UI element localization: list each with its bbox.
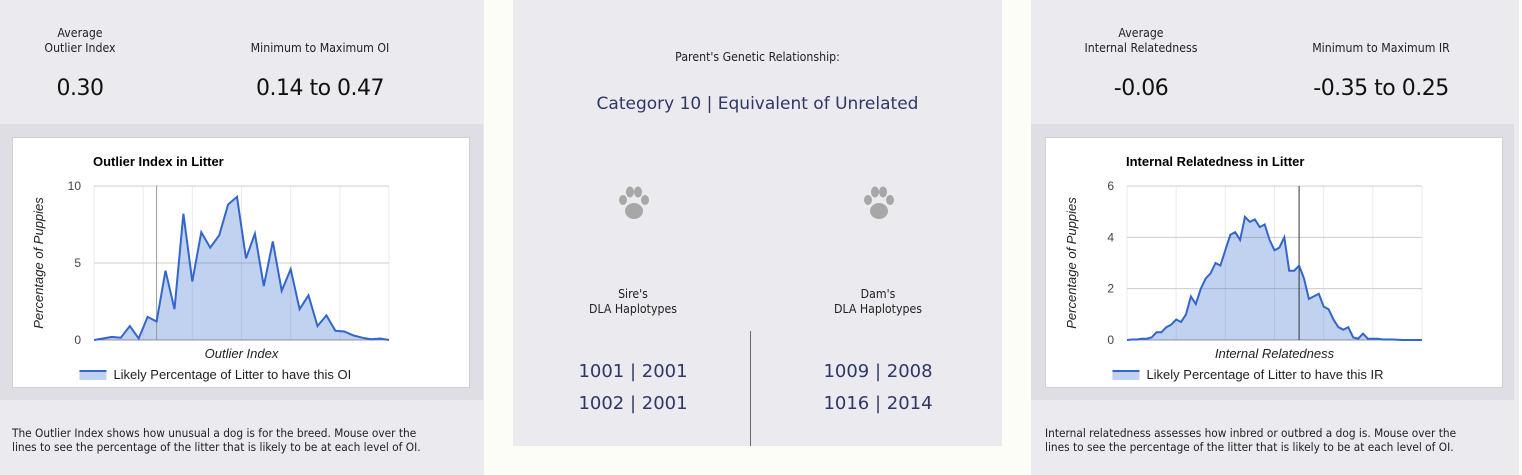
range-oi-label: Minimum to Maximum OI xyxy=(250,40,390,55)
legend-label: Likely Percentage of Litter to have this IR xyxy=(1146,367,1384,382)
legend-label: Likely Percentage of Litter to have this OI xyxy=(113,367,352,382)
paw-icon xyxy=(862,185,896,226)
range-oi-value: 0.14 to 0.47 xyxy=(255,76,385,101)
dam-haplotype: 1016 | 2014 xyxy=(823,393,933,414)
relationship-category: Category 10 | Equivalent of Unrelated xyxy=(596,94,919,114)
dam-haplotypes xyxy=(758,356,998,420)
paw-icon xyxy=(617,185,651,226)
y-tick-label: 5 xyxy=(74,256,81,270)
y-tick-label: 10 xyxy=(67,179,81,193)
sire-label: Sire's DLA Haplotypes xyxy=(589,286,677,316)
chart-title: Outlier Index in Litter xyxy=(93,154,224,169)
x-axis-label: Internal Relatedness xyxy=(1214,346,1335,361)
internal-relatedness-panel xyxy=(1031,0,1519,475)
chart-title: Internal Relatedness in Litter xyxy=(1126,154,1305,169)
oi-chart-svg[interactable] xyxy=(13,138,471,389)
range-ir-label: Minimum to Maximum IR xyxy=(1312,40,1450,55)
range-ir-value: -0.35 to 0.25 xyxy=(1313,76,1449,101)
y-tick-label: 0 xyxy=(1107,333,1114,347)
y-tick-label: 0 xyxy=(74,333,81,347)
ir-chart-svg[interactable] xyxy=(1046,138,1504,389)
avg-ir-label: Average Internal Relatedness xyxy=(1084,25,1198,55)
dam-label: Dam's DLA Haplotypes xyxy=(834,286,922,316)
outlier-index-panel xyxy=(0,0,484,475)
ir-description: Internal relatedness assesses how inbred or outbred a dog is. Mouse over the lines to see the percentage of the litter that is likely to be at each level of OI. xyxy=(1045,426,1457,454)
dam-haplotype: 1009 | 2008 xyxy=(823,361,933,382)
oi-chart[interactable] xyxy=(12,137,470,388)
y-axis-label: Percentage of Puppies xyxy=(31,197,46,329)
avg-oi-label: Average Outlier Index xyxy=(44,25,116,55)
ir-chart[interactable] xyxy=(1045,137,1503,388)
y-tick-label: 2 xyxy=(1107,281,1114,296)
avg-ir-value: -0.06 xyxy=(1113,76,1169,101)
y-axis-label: Percentage of Puppies xyxy=(1064,197,1079,329)
y-tick-label: 6 xyxy=(1107,179,1114,193)
sire-haplotype: 1002 | 2001 xyxy=(578,393,688,414)
sire-haplotypes xyxy=(513,356,753,420)
sire-haplotype: 1001 | 2001 xyxy=(578,361,688,382)
relationship-label: Parent's Genetic Relationship: xyxy=(675,49,840,64)
oi-description: The Outlier Index shows how unusual a dog is for the breed. Mouse over the lines to see the percentage of the litter that is likely to be at each level of OI. xyxy=(12,426,421,454)
avg-oi-value: 0.30 xyxy=(56,76,104,101)
y-tick-label: 4 xyxy=(1107,230,1114,245)
genetic-relationship-panel xyxy=(513,0,1002,446)
x-axis-label: Outlier Index xyxy=(204,346,279,361)
